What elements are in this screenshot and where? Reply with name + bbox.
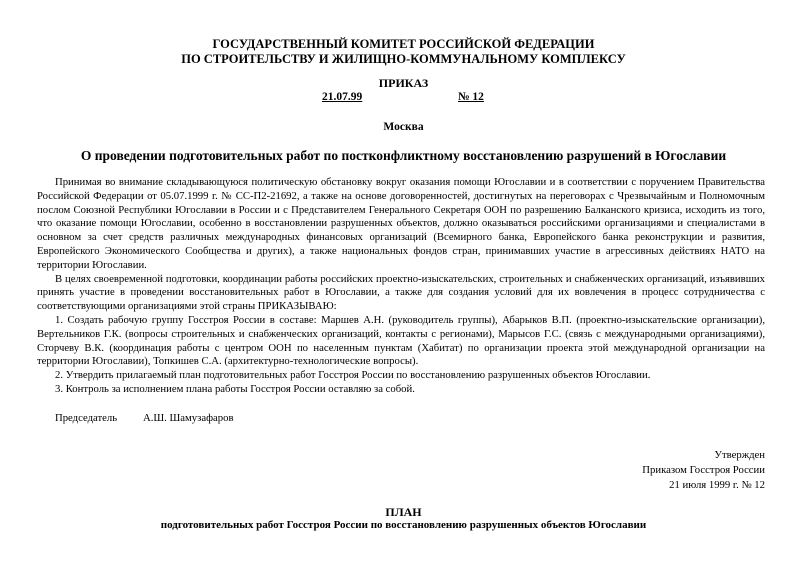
signature-block — [55, 412, 234, 424]
signature-role: Председатель — [55, 412, 118, 424]
document-title: О проведении подготовительных работ по постконфликтному восстановлению разрушений в Югославии — [80, 148, 727, 163]
header-line-1: ГОСУДАРСТВЕННЫЙ КОМИТЕТ РОССИЙСКОЙ ФЕДЕРАЦИИ — [212, 37, 595, 51]
order-city: Москва — [383, 121, 424, 133]
document-body — [37, 176, 765, 397]
approval-line-2: Приказом Госстроя России — [642, 464, 765, 476]
paragraph: В целях своевременной подготовки, координации работы российских проектно-изыскательских, строительных и снабженческих организаций, изъявивших принять участие в проведении восстановительных работ в Югославии, а также для создания условий для их вовлечения в процесс сотрудничества с соответствующими организациями этой страны ПРИКАЗЫВАЮ: — [37, 272, 765, 313]
order-type: ПРИКАЗ — [378, 76, 429, 90]
approval-line-3: 21 июля 1999 г. № 12 — [669, 479, 765, 491]
plan-subtitle: подготовительных работ Госстроя России по восстановлению разрушенных объектов Югославии — [160, 519, 647, 531]
plan-title: ПЛАН — [385, 505, 422, 519]
approval-block — [642, 448, 765, 493]
paragraph: Принимая во внимание складывающуюся политическую обстановку вокруг оказания помощи Югославии и в соответствии с поручением Правительства Российской Федерации от 05.07.1999 г. № СС-П2-21692, а также на основе договоренностей, достигнутых на переговорах с Чрезвычайным и Полномочным послом Союзной Республики Югославии в России и с Представителем Генерального Секретаря ООН по разрешению Балканского кризиса, исходить из того, что оказание помощи Югославии, особенно в восстановлении разрушенных объектов, должно оказываться российскими организациями и специалистами в основном за счет средств различных международных финансовых организаций (Всемирного банка, Европейского банка реконструкции и развития, Европейского Экономического Сообщества и других), а также национальных фондов стран, принимавших участие в агрессивных действиях НАТО на территории Югославии. — [37, 176, 765, 271]
paragraph: 3. Контроль за исполнением плана работы Госстроя России оставляю за собой. — [55, 382, 415, 395]
approval-line-1: Утвержден — [714, 449, 765, 461]
order-date: 21.07.99 — [322, 91, 363, 103]
signature-name: А.Ш. Шамузафаров — [143, 412, 234, 424]
paragraph: 2. Утвердить прилагаемый план подготовительных работ Госстроя России по восстановлению разрушенных объектов Югославии. — [55, 369, 651, 382]
paragraph: 1. Создать рабочую группу Госстроя России в составе: Маршев А.Н. (руководитель группы), Абарыков В.П. (проектно-изыскательские организации), Вертельников Г.К. (вопросы строительных и снабженческих организаций, контакты с регионами), Марысов Г.С. (связь с международными организациями), Сторчеву В.К. (координация работы с центром ООН по населенным пунктам (Хабитат) по организации проекта этой международной организации на территории Югославии), Топкишев С.А. (архитектурно-технологические вопросы). — [37, 313, 765, 368]
order-number: № 12 — [458, 91, 484, 103]
header-line-2: ПО СТРОИТЕЛЬСТВУ И ЖИЛИЩНО-КОММУНАЛЬНОМУ КОМПЛЕКСУ — [181, 52, 626, 66]
